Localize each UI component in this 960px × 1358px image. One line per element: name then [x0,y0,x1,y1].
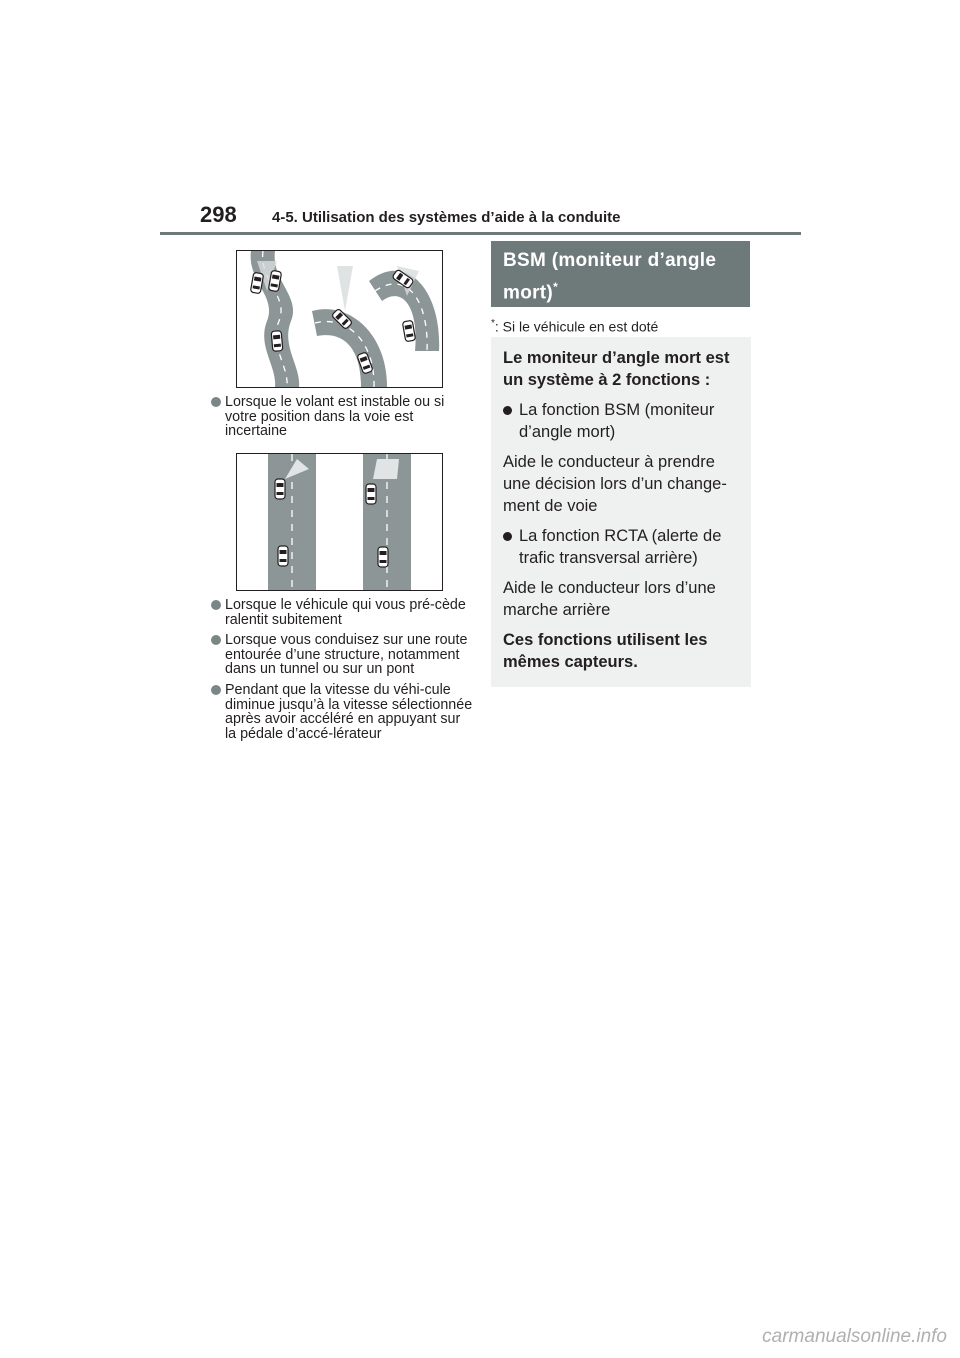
watermark: carmanualsonline.info [762,1326,947,1347]
bullet-item: Pendant que la vitesse du véhi-cule diminue jusqu’à la vitesse sélectionnée après avoir accéléré en appuyant sur la pédale d’accé-lérateur [211,683,473,741]
bullet-dot-icon [211,600,221,610]
footnote: *: Si le véhicule en est doté [491,318,659,335]
bullet-dot-icon [211,685,221,695]
bullet-dot-icon [211,635,221,645]
info-item-rcta-desc: Aide le conducteur lors d’une marche arrière [503,579,716,619]
figure-curved-roads [236,250,443,388]
bullet-item: Lorsque le véhicule qui vous pré-cède ralentit subitement [211,598,473,627]
section-title: 4-5. Utilisation des systèmes d’aide à la conduite [272,209,621,226]
bullet-dot-icon [211,397,221,407]
page-number: 298 [200,202,237,227]
bullet-item: Lorsque vous conduisez sur une route entourée d’une structure, notamment dans un tunnel ou sur un pont [211,633,473,677]
figure-straight-roads [236,453,443,591]
info-outro: Ces fonctions utilisent les mêmes capteurs. [503,631,708,671]
bsm-section-banner: BSM (moniteur d’angle mort)* [491,241,750,307]
info-box [491,337,751,687]
info-item-bsm: La fonction BSM (moniteur d’angle mort) [503,399,739,443]
bullet-item: Lorsque le volant est instable ou si votre position dans la voie est incertaine [211,395,473,439]
bullet-disc-icon [503,406,512,415]
bullet-list-bottom [211,598,473,747]
info-item-bsm-desc: Aide le conducteur à prendre une décision lors d’un change-ment de voie [503,453,727,515]
bullet-disc-icon [503,532,512,541]
header-rule [160,232,801,235]
info-item-rcta: La fonction RCTA (alerte de trafic transversal arrière) [503,525,739,569]
info-intro: Le moniteur d’angle mort est un système à 2 fonctions : [503,349,730,389]
bullet-list-top [211,395,473,445]
